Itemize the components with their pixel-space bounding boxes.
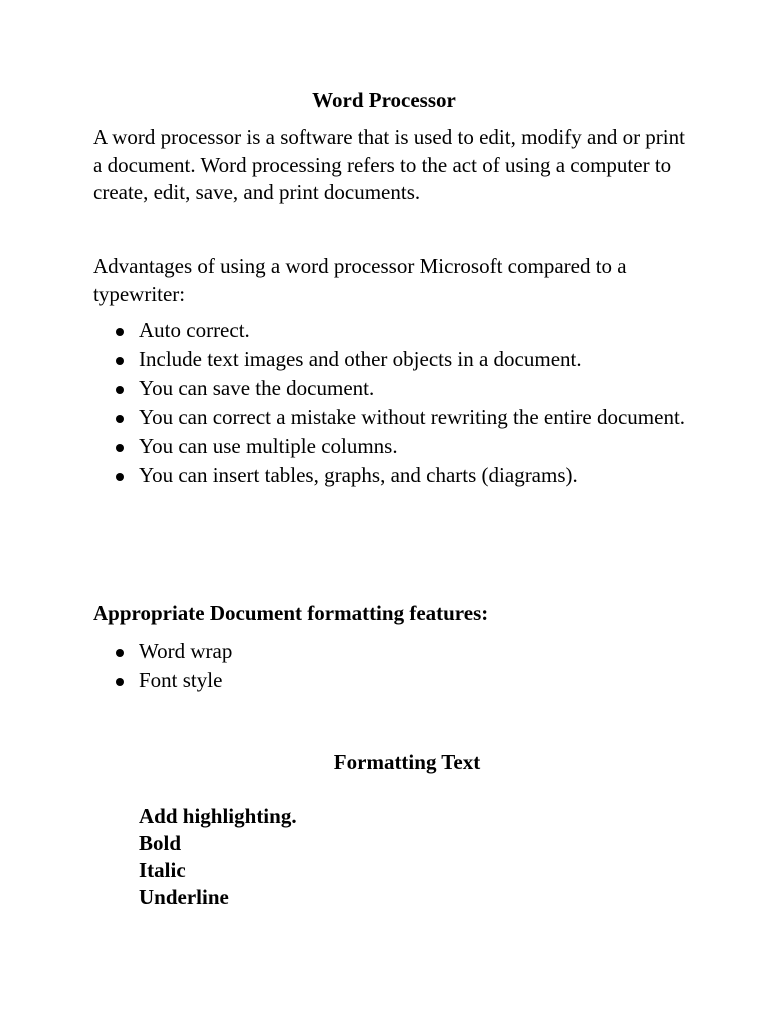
document-title: Word Processor bbox=[312, 88, 456, 112]
formatting-features-heading: Appropriate Document formatting features: bbox=[93, 601, 489, 625]
list-item bbox=[93, 317, 693, 345]
list-item bbox=[93, 346, 693, 374]
list-item-text: You can use multiple columns. bbox=[139, 434, 398, 458]
list-item: Bold bbox=[139, 831, 182, 855]
formatting-text-heading: Formatting Text bbox=[333, 750, 481, 774]
formatting-features-list bbox=[93, 638, 693, 696]
bullet-icon bbox=[116, 649, 124, 657]
formatting-text-list bbox=[139, 803, 297, 911]
advantages-intro-paragraph: Advantages of using a word processor Microsoft compared to a typewriter: bbox=[93, 254, 627, 306]
list-item-text: Include text images and other objects in a document. bbox=[139, 347, 582, 371]
list-item bbox=[93, 667, 693, 695]
list-item: Underline bbox=[139, 885, 229, 909]
list-item bbox=[93, 638, 693, 666]
bullet-icon bbox=[116, 328, 124, 336]
list-item-text: Auto correct. bbox=[139, 318, 250, 342]
list-item: Add highlighting. bbox=[139, 804, 297, 828]
list-item-text: Font style bbox=[139, 668, 223, 692]
list-item bbox=[93, 404, 693, 432]
list-item bbox=[93, 433, 693, 461]
list-item-text: Word wrap bbox=[139, 639, 233, 663]
list-item-text: You can correct a mistake without rewriting the entire document. bbox=[139, 405, 686, 429]
list-item: Italic bbox=[139, 858, 186, 882]
bullet-icon bbox=[116, 415, 124, 423]
list-item-text: You can save the document. bbox=[139, 376, 375, 400]
bullet-icon bbox=[116, 357, 124, 365]
intro-paragraph: A word processor is a software that is used to edit, modify and or print a document. Word processing refers to the act of using a computer to create, edit, save, and print documents. bbox=[93, 125, 685, 204]
bullet-icon bbox=[116, 473, 124, 481]
list-item bbox=[93, 462, 693, 490]
bullet-icon bbox=[116, 444, 124, 452]
list-item bbox=[93, 375, 693, 403]
bullet-icon bbox=[116, 678, 124, 686]
list-item-text: You can insert tables, graphs, and charts (diagrams). bbox=[139, 463, 578, 487]
advantages-list bbox=[93, 317, 693, 491]
bullet-icon bbox=[116, 386, 124, 394]
